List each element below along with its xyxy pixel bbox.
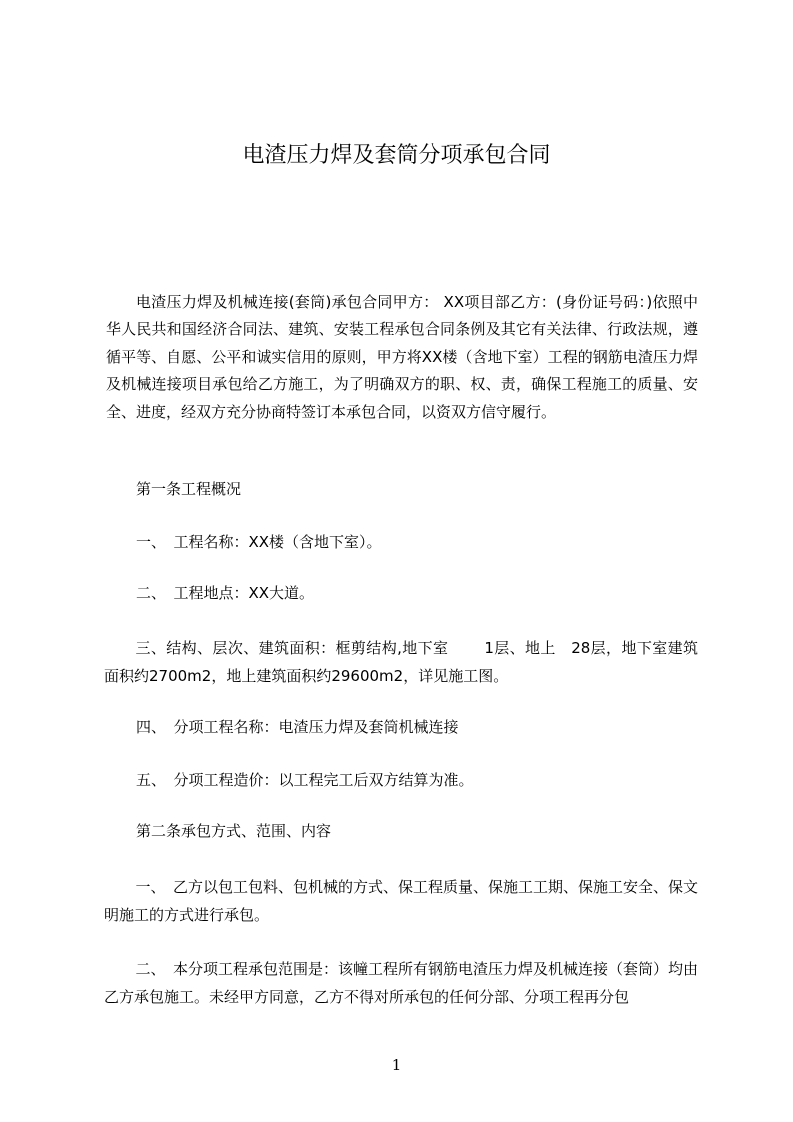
document-title: 电渣压力焊及套筒分项承包合同	[242, 143, 551, 168]
article-1-item-4: 四、 分项工程名称：电渣压力焊及套筒机械连接	[136, 718, 459, 736]
article-1-item-3: 三、结构、层次、建筑面积：框剪结构,地下室 1层、地上 28层，地下室建筑面积约2700m2，地上建筑面积约29600m2，详见施工图。	[104, 639, 698, 685]
article-1-heading: 第一条工程概况	[136, 480, 242, 498]
article-1-item-5: 五、 分项工程造价：以工程完工后双方结算为准。	[136, 771, 474, 789]
article-2-item-1: 一、 乙方以包工包料、包机械的方式、保工程质量、保施工工期、保施工安全、保文明施工的方式进行承包。	[104, 878, 698, 924]
article-1-item-1: 一、 工程名称：XX楼（含地下室）。	[136, 533, 382, 551]
intro-paragraph: 电渣压力焊及机械连接(套筒)承包合同甲方： XX项目部乙方：(身份证号码：)依照中华人民共和国经济合同法、建筑、安装工程承包合同条例及其它有关法律、行政法规，遵循平等、自愿、公平和诚实信用的原则，甲方将XX楼（含地下室）工程的钢筋电渣压力焊及机械连接项目承包给乙方施工，为了明确双方的职、权、责，确保工程施工的质量、安全、进度，经双方充分协商特签订本承包合同，以资双方信守履行。	[106, 293, 698, 421]
article-2-item-2: 二、 本分项工程承包范围是：该幢工程所有钢筋电渣压力焊及机械连接（套筒）均由乙方承包施工。未经甲方同意，乙方不得对所承包的任何分部、分项工程再分包	[104, 960, 698, 1006]
article-2-heading: 第二条承包方式、范围、内容	[136, 822, 332, 840]
article-1-item-2: 二、 工程地点：XX大道。	[136, 584, 315, 602]
page-number: 1	[391, 1056, 402, 1074]
